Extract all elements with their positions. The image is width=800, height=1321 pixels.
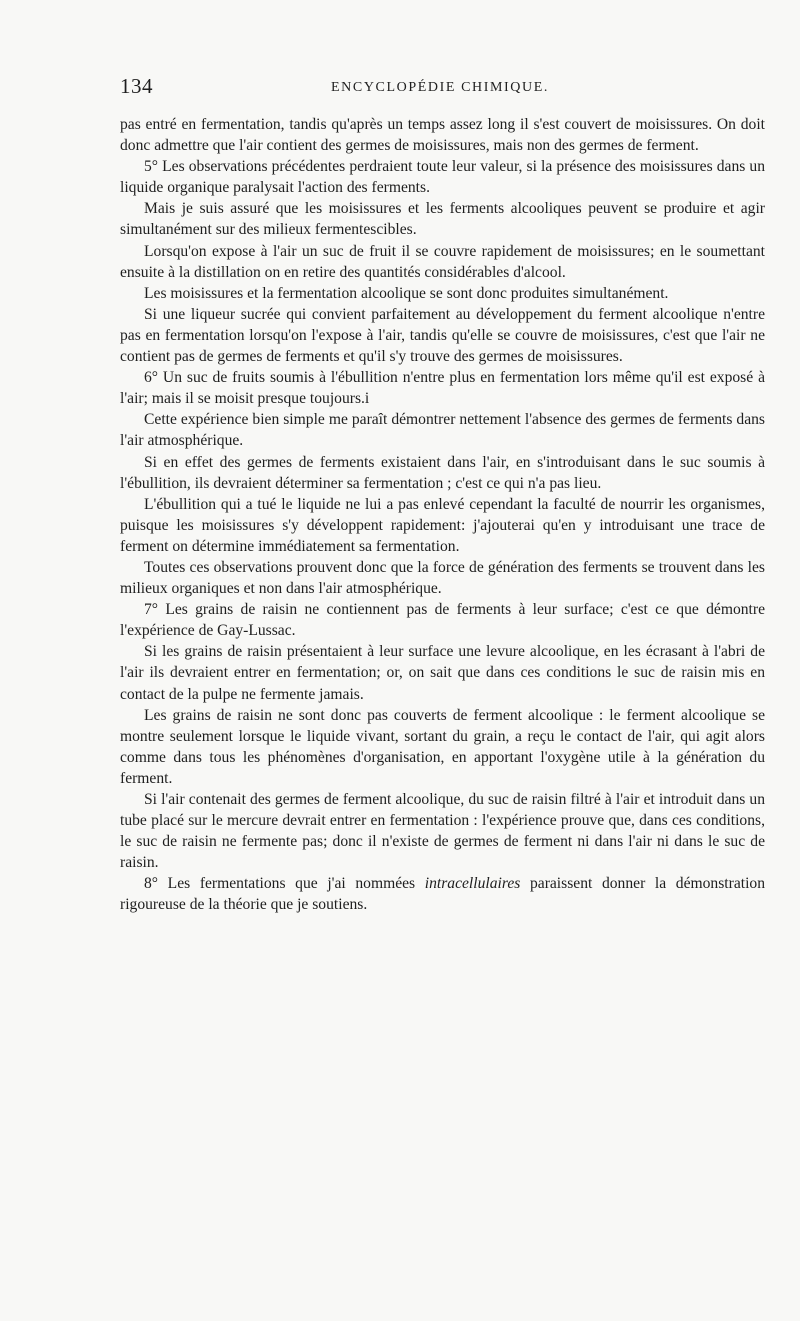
paragraph: Toutes ces observations prouvent donc que la force de génération des ferments se trouvent dans les milieux organiques et non dans l'air atmosphérique. — [120, 558, 765, 598]
paragraph: 5° Les observations précédentes perdraient toute leur valeur, si la présence des moisissures dans un liquide organique paralysait l'action des ferments. — [120, 158, 765, 197]
paragraph-text: paraissent donner la démonstration rigoureuse de la théorie que je soutiens. — [120, 875, 765, 914]
paragraph: Si l'air contenait des germes de ferment alcoolique, du suc de raisin filtré à l'air et introduit dans un tube placé sur le mercure devrait entrer en fermentation : l'expérience prouve que, dans ces conditions, le suc de raisin ne fermente pas; donc il n'existe de germes de ferment ni dans l'air ni dans le suc de raisin. — [120, 791, 765, 872]
paragraph: pas entré en fermentation, tandis qu'après un temps assez long il s'est couvert de moisissures. On doit donc admettre que l'air contient des germes de moisissures, mais non des germes de ferment. — [120, 116, 765, 155]
page-number: 134 — [120, 74, 153, 98]
paragraph: Si en effet des germes de ferments existaient dans l'air, en s'introduisant dans le suc soumis à l'ébullition, ils devraient déterminer sa fermentation ; c'est ce qui n'a pas lieu. — [120, 453, 765, 492]
paragraph: 7° Les grains de raisin ne contiennent pas de ferments à leur surface; c'est ce que démontre l'expérience de Gay-Lussac. — [120, 601, 765, 640]
paragraph-last — [120, 873, 765, 915]
paragraph-text: 8° Les fermentations que j'ai nommées — [144, 875, 425, 893]
paragraph: L'ébullition qui a tué le liquide ne lui a pas enlevé cependant la faculté de nourrir les organismes, puisque les moisissures s'y développent rapidement: j'ajouterai qu'en y introduisant une trace de ferment on détermine immédiatement sa fermentation. — [120, 495, 765, 555]
body-text — [120, 114, 765, 916]
paragraph: Si une liqueur sucrée qui convient parfaitement au développement du ferment alcoolique n'entre pas en fermentation lorsqu'on l'expose à l'air, tandis qu'elle se couvre de moisissures, c'est que l'air ne contient pas de germes de ferments et qu'il s'y trouve des germes de moisissures. — [120, 305, 765, 366]
paragraph: Les grains de raisin ne sont donc pas couverts de ferment alcoolique : le ferment alcoolique se montre seulement lorsque le liquide vivant, sortant du grain, a reçu le contact de l'air, qui agit alors comme dans tous les phénomènes d'organisation, en apportant l'oxygène utile à la génération du ferment. — [120, 706, 765, 787]
italic-term: intracellulaires — [424, 875, 521, 893]
paragraph: 6° Un suc de fruits soumis à l'ébullition n'entre plus en fermentation lors même qu'il est exposé à l'air; mais il se moisit presque toujours.i — [120, 369, 765, 408]
paragraph: Mais je suis assuré que les moisissures et les ferments alcooliques peuvent se produire et agir simultanément sur des milieux fermentescibles. — [120, 200, 765, 239]
paragraph: Lorsqu'on expose à l'air un suc de fruit il se couvre rapidement de moisissures; en le soumettant ensuite à la distillation on en retire des quantités considérables d'alcool. — [120, 242, 765, 281]
running-title: ENCYCLOPÉDIE CHIMIQUE. — [331, 80, 549, 95]
page-header — [120, 74, 760, 104]
paragraph: Les moisissures et la fermentation alcoolique se sont donc produites simultanément. — [144, 284, 669, 302]
paragraph: Si les grains de raisin présentaient à leur surface une levure alcoolique, en les écrasant à l'abri de l'air ils devraient entrer en fermentation; or, on sait que dans ces conditions le suc de raisin mis en contact de la pulpe ne fermente jamais. — [120, 643, 765, 703]
paragraph: Cette expérience bien simple me paraît démontrer nettement l'absence des germes de ferments dans l'air atmosphérique. — [120, 411, 765, 450]
